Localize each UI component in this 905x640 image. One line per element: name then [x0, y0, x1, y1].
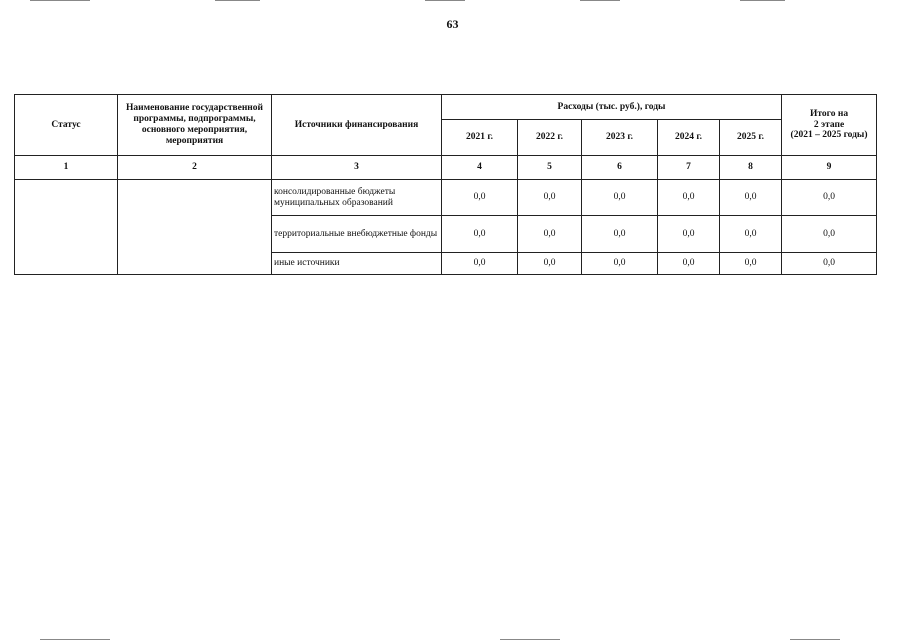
source-cell: иные источники [272, 253, 442, 275]
table-row [15, 180, 877, 216]
header-name: Наименование государственной программы, подпрограммы, основного мероприятия, мероприятия [118, 95, 272, 156]
header-total [782, 95, 877, 156]
header-year-2023: 2023 г. [582, 120, 658, 156]
status-cell [15, 180, 118, 275]
scan-edge-mark [215, 0, 260, 1]
value-cell: 0,0 [518, 216, 582, 253]
scan-edge-mark [580, 0, 620, 1]
value-cell: 0,0 [582, 216, 658, 253]
value-cell: 0,0 [518, 180, 582, 216]
value-cell: 0,0 [720, 253, 782, 275]
column-numbers-row [15, 156, 877, 180]
header-year-2022: 2022 г. [518, 120, 582, 156]
header-year-2021: 2021 г. [442, 120, 518, 156]
source-cell: территориальные внебюджетные фонды [272, 216, 442, 253]
total-cell: 0,0 [782, 253, 877, 275]
header-sources: Источники финансирования [272, 95, 442, 156]
column-number: 3 [272, 156, 442, 180]
header-expenses: Расходы (тыс. руб.), годы [442, 95, 782, 120]
value-cell: 0,0 [720, 180, 782, 216]
value-cell: 0,0 [518, 253, 582, 275]
scan-edge-mark [30, 0, 90, 1]
value-cell: 0,0 [442, 216, 518, 253]
header-year-2025: 2025 г. [720, 120, 782, 156]
column-number: 6 [582, 156, 658, 180]
header-total-line3: (2021 – 2025 годы) [790, 130, 868, 141]
value-cell: 0,0 [658, 180, 720, 216]
value-cell: 0,0 [442, 180, 518, 216]
column-number: 8 [720, 156, 782, 180]
page-number: 63 [446, 17, 459, 31]
header-total-line1: Итого на [809, 108, 849, 119]
header-total-line2: 2 этапе [813, 119, 845, 130]
budget-table [14, 94, 877, 275]
column-number: 7 [658, 156, 720, 180]
scan-edge-mark [740, 0, 785, 1]
value-cell: 0,0 [658, 253, 720, 275]
value-cell: 0,0 [658, 216, 720, 253]
source-cell: консолидированные бюджеты муниципальных образований [272, 180, 442, 216]
column-number: 9 [782, 156, 877, 180]
value-cell: 0,0 [582, 180, 658, 216]
value-cell: 0,0 [582, 253, 658, 275]
column-number: 5 [518, 156, 582, 180]
scan-edge-mark [425, 0, 465, 1]
column-number: 4 [442, 156, 518, 180]
total-cell: 0,0 [782, 180, 877, 216]
header-year-2024: 2024 г. [658, 120, 720, 156]
header-status: Статус [15, 95, 118, 156]
total-cell: 0,0 [782, 216, 877, 253]
column-number: 1 [15, 156, 118, 180]
value-cell: 0,0 [442, 253, 518, 275]
column-number: 2 [118, 156, 272, 180]
value-cell: 0,0 [720, 216, 782, 253]
name-cell [118, 180, 272, 275]
